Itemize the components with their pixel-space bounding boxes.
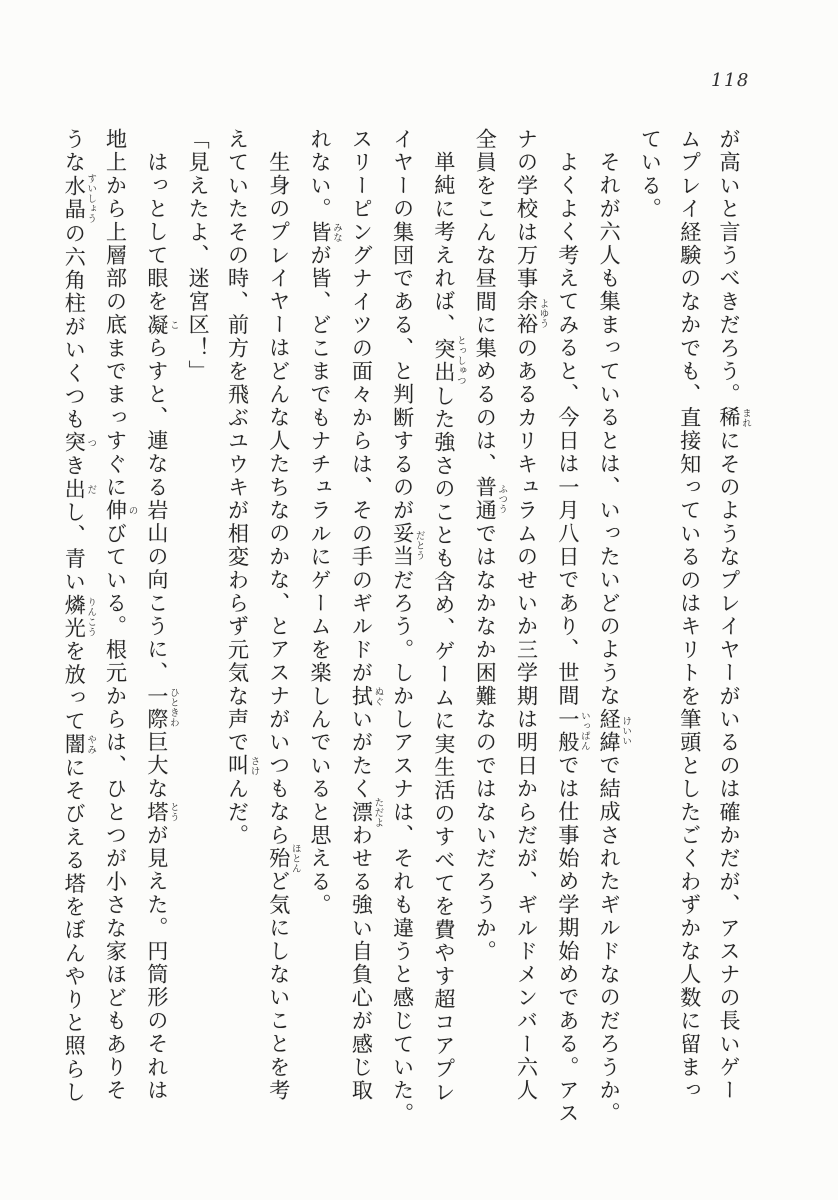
furigana-ruby: 一際 ひときわ xyxy=(144,684,178,732)
text-column-10: スリーピングナイツの面々からは、その手のギルドが拭 ぬぐいがたく漂 ただよわせる強い自負心が感じ取 xyxy=(349,128,383,1103)
text-column-12: 生身のプレイヤーはどんな人たちなのかな、とアスナがいつもなら殆 ほとんど気にしないことを考 xyxy=(266,151,300,1103)
text-column-6: ナの学校は万事余裕 よゆうのあるカリキュラムのせいか三学期は明日からだが、ギルドメンバー六人 xyxy=(514,128,548,1103)
furigana-ruby: 経緯 けいい xyxy=(597,708,631,755)
furigana-ruby: 叫 さけ xyxy=(225,754,259,778)
furigana-ruby: 突出 とっしゅつ xyxy=(431,335,465,386)
text-column-5: よくよく考えてみると、今日は一月八日であり、世間一般 いっぱんでは仕事始め学期始めである。アス xyxy=(555,151,589,1126)
text-column-3: ている。 xyxy=(638,128,663,221)
furigana-ruby: 凝 こ xyxy=(144,313,178,337)
furigana-ruby: 伸 の xyxy=(103,499,137,523)
furigana-ruby: 闇 やみ xyxy=(62,733,96,757)
text-column-15: はっとして眼を凝 こらすと、連なる岩山の向こうに、一際 ひときわ巨大な塔 とうが見えた。円筒形のそれは xyxy=(144,151,178,1103)
page-text xyxy=(54,128,750,1140)
text-column-4: それが六人も集まっているとは、いったいどのような経緯 けいいで結成されたギルドなのだろうか。 xyxy=(597,151,631,1126)
furigana-ruby: 水晶 すいしょう xyxy=(62,173,96,224)
text-column-17: うな水晶 すいしょうの六角柱がいくつも突 つき出 だし、青い燐光 りんこうを放って闇 やみにそびえる塔をぼんやりと照らし xyxy=(62,128,96,1105)
text-column-8: 単純に考えれば、突出 とっしゅつした強さのことも含め、ゲームに実生活のすべてを費やす超コアプレ xyxy=(431,151,465,1105)
text-column-7: 全員をこんな昼間に集めるのは、普通 ふつうではなかなか困難なのではないだろうか。 xyxy=(473,128,507,964)
furigana-ruby: 余裕 よゆう xyxy=(514,290,548,337)
text-column-14: 「見えたよ、迷宮区！」 xyxy=(186,128,211,384)
furigana-ruby: 普通 ふつう xyxy=(473,476,507,523)
furigana-ruby: 稀 まれ xyxy=(717,406,750,430)
text-column-13: えていたその時、前方を飛ぶユウキが相変わらず元気な声で叫 さけんだ。 xyxy=(225,128,259,848)
furigana-ruby: 塔 とう xyxy=(144,800,178,825)
text-column-1: が高いと言うべきだろう。稀 まれにそのようなプレイヤーがいるのは確かだが、アスナの長いゲー xyxy=(717,128,750,1103)
text-column-11: れない。皆 みなが皆、どこまでもナチュラルにゲームを楽しんでいると思える。 xyxy=(308,128,342,917)
text-column-16: 地上から上層部の底までまっすぐに伸 のびている。根元からは、ひとつが小さな家ほどもありそ xyxy=(103,128,137,1103)
furigana-ruby: 殆 ほとん xyxy=(266,843,300,874)
furigana-ruby: 突 つ xyxy=(62,431,96,455)
page-number: 118 xyxy=(711,70,750,91)
furigana-ruby: 出 だ xyxy=(62,477,96,502)
furigana-ruby: 皆 みな xyxy=(308,220,342,245)
furigana-ruby: 妥当 だとう xyxy=(390,522,424,569)
text-column-9: イヤーの集団である、と判断するのが妥当 だとうだろう。しかしアスナは、それも違うと感じていた。 xyxy=(390,128,424,1126)
furigana-ruby: 一般 いっぱん xyxy=(555,708,589,755)
furigana-ruby: 漂 ただよ xyxy=(349,797,383,828)
furigana-ruby: 燐光 りんこう xyxy=(62,593,96,641)
text-column-2: ムプレイ経験のなかでも、直接知っているのはキリトを筆頭としたごくわずかな人数に留まっ xyxy=(677,128,702,1103)
furigana-ruby: 拭 ぬぐ xyxy=(349,684,383,709)
